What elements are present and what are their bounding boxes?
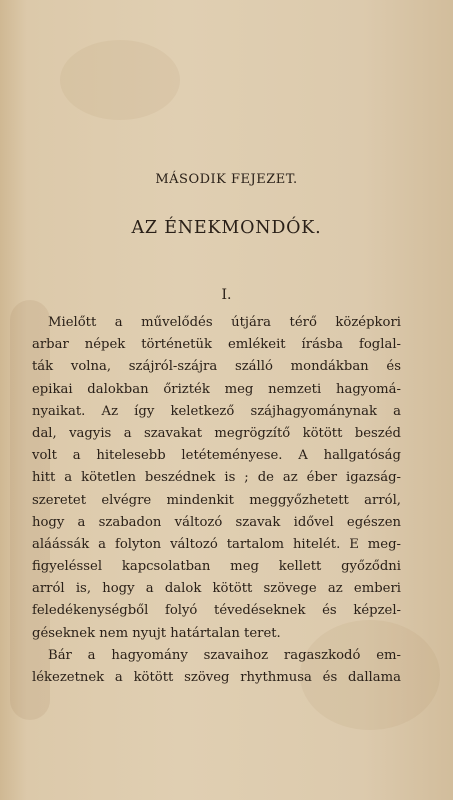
text-line: dal, vagyis a szavakat megrögzítő kötött beszéd: [32, 425, 401, 441]
text-line: aláássák a folyton változó tartalom hitelét. E meg-: [32, 536, 401, 552]
paper-stain: [60, 40, 180, 120]
text-line: nyaikat. Az így keletkező szájhagyománynak a: [32, 403, 401, 419]
text-line: arbar népek történetük emlékeit írásba foglal-: [32, 337, 401, 353]
body-text: [32, 312, 401, 689]
text-line: volt a hitelesebb letéteményese. A hallgatóság: [32, 448, 401, 464]
text-line: arról is, hogy a dalok kötött szövege az emberi: [32, 581, 401, 597]
chapter-heading: MÁSODIK FEJEZET.: [155, 172, 298, 187]
text-line: lékezetnek a kötött szöveg rhythmusa és dallama: [32, 670, 401, 685]
text-line: géseknek nem nyujt határtalan teret.: [32, 625, 281, 641]
text-line: Mielőtt a művelődés útjára térő középkori: [48, 315, 401, 330]
section-number: I.: [221, 287, 232, 303]
text-line: epikai dalokban őrizték meg nemzeti hagyomá-: [32, 381, 401, 397]
text-line: feledékenységből folyó tévedéseknek és képzel-: [32, 603, 401, 619]
text-line: figyeléssel kapcsolatban meg kellett győződni: [32, 559, 401, 575]
text-line: Bár a hagyomány szavaihoz ragaszkodó em-: [48, 647, 401, 663]
text-line: ták volna, szájról-szájra szálló mondákban és: [32, 359, 401, 375]
chapter-title: AZ ÉNEKMONDÓK.: [131, 218, 322, 238]
text-line: hogy a szabadon változó szavak idővel egészen: [32, 514, 401, 530]
text-line: szeretet elvégre mindenkit meggyőzhetett arról,: [32, 492, 401, 508]
text-line: hitt a kötetlen beszédnek is ; de az éber igazság-: [32, 470, 401, 486]
